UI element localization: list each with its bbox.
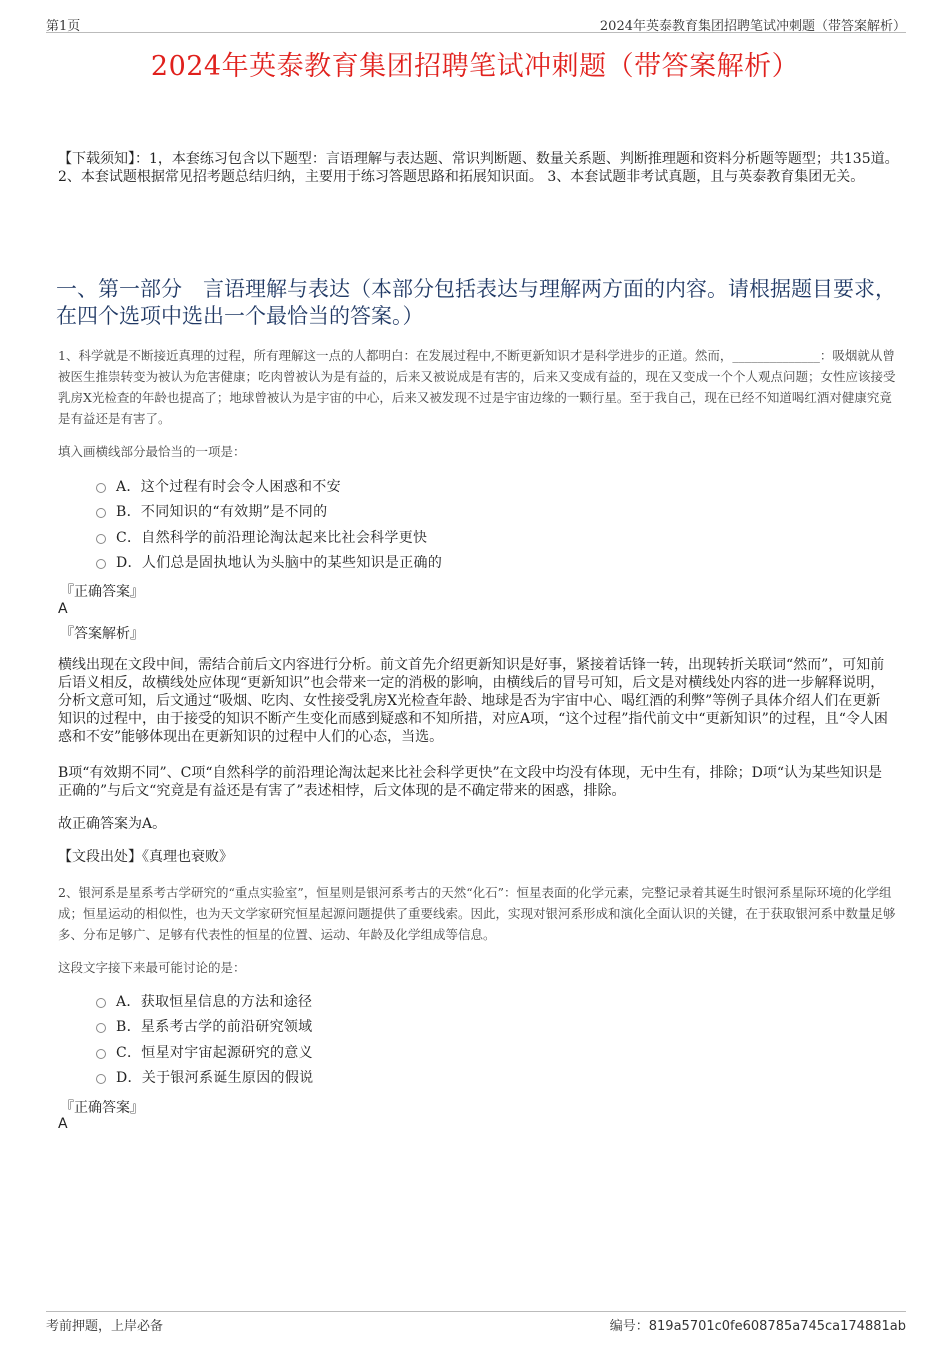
question-1-stem: 1、科学就是不断接近真理的过程，所有理解这一点的人都明白：在发展过程中,不断更新知识才是科学进步的正道。然而，______________：吸烟就从曾被医生推崇转变为被认为危害健康；吃肉曾被认为是有益的，后来又被说成是有害的，后来又变成有益的，现在又变成一个个人观点问题；女性应该接受乳房X光检查的年龄也提高了；地球曾被认为是宇宙的中心，后来又被发现不过是宇宙边缘的一颗行星。至于我自己，现在已经不知道喝红酒对健康究竟是有益还是有害了。 (58, 348, 896, 426)
analysis-label: 『答案解析』 (60, 626, 144, 642)
analysis-paragraph-2: B项“有效期不同”、C项“自然科学的前沿理论淘汰起来比社会科学更快”在文段中均没有体现，无中生有，排除；D项“认为某些知识是正确的”与后文“究竟是有益还是有害了”表述相悖，后文体现的是不确定带来的困惑，排除。 (58, 765, 883, 799)
page-title: 2024年英泰教育集团招聘笔试冲刺题（带答案解析） (150, 51, 800, 82)
option-d[interactable] (96, 1065, 313, 1091)
section-title: 一、第一部分 言语理解与表达（本部分包括表达与理解两方面的内容。请根据题目要求，在四个选项中选出一个最恰当的答案。） (56, 277, 896, 328)
option-label: D．关于银河系诞生原因的假说 (116, 1070, 314, 1087)
correct-answer-label: 『正确答案』 (60, 584, 144, 600)
option-label: A．这个过程有时会令人困惑和不安 (116, 478, 341, 495)
question-2-options (96, 988, 313, 1090)
question-2-stem: 2、银河系是星系考古学研究的“重点实验室”，恒星则是银河系考古的天然“化石”：恒星表面的化学元素，完整记录着其诞生时银河系星际环境的化学组成；恒星运动的相似性，也为天文学家研究恒星起源问题提供了重要线索。因此，实现对银河系形成和演化全面认识的关键，在于获取银河系中数量足够多、分布足够广、足够有代表性的恒星的位置、运动、年龄及化学组成等信息。 (58, 885, 896, 942)
serial-number: 819a5701c0fe608785a745ca174881ab (648, 1319, 906, 1334)
question-1-options (96, 473, 442, 575)
option-label: B．星系考古学的前沿研究领域 (116, 1019, 313, 1036)
download-notice: 【下载须知】：1，本套练习包含以下题型：言语理解与表达题、常识判断题、数量关系题、判断推理题和资料分析题等题型；共135道。 2、本套试题根据常见招考题总结归纳，主要用于练习答题思路和拓展知识面。 3、本套试题非考试真题，且与英泰教育集团无关。 (58, 151, 899, 185)
radio-icon[interactable] (96, 1023, 106, 1033)
option-a[interactable] (96, 988, 313, 1014)
radio-icon[interactable] (96, 508, 106, 518)
correct-answer: A (58, 1116, 68, 1132)
analysis-paragraph-1: 横线出现在文段中间，需结合前后文内容进行分析。前文首先介绍更新知识是好事，紧接着话锋一转，出现转折关联词“然而”，可知前后语义相反，故横线处应体现“更新知识”也会带来一定的消极的影响，由横线后的冒号可知，后文是对横线处内容的进一步解释说明，分析文意可知，后文通过“吸烟、吃肉、女性接受乳房X光检查年龄、地球是否为宇宙中心、喝红酒的利弊”等例子具体介绍人们在更新知识的过程中，由于接受的知识不断产生变化而感到疑惑和不知所措，对应A项，“这个过程”指代前文中“更新知识”的过程，且“令人困惑和不安”能够体现出在更新知识的过程中人们的心态，当选。 (58, 657, 888, 745)
serial-label: 编号： (609, 1319, 649, 1334)
passage-source: 【文段出处】《真理也衰败》 (58, 849, 233, 865)
header-divider (46, 32, 906, 33)
option-label: C．自然科学的前沿理论淘汰起来比社会科学更快 (116, 529, 428, 546)
radio-icon[interactable] (96, 559, 106, 569)
option-c[interactable] (96, 1039, 313, 1065)
radio-icon[interactable] (96, 1074, 106, 1084)
option-a[interactable] (96, 473, 442, 499)
footer-divider (46, 1311, 906, 1312)
option-c[interactable] (96, 524, 442, 550)
question-2-prompt: 这段文字接下来最可能讨论的是： (58, 960, 246, 975)
option-label: C．恒星对宇宙起源研究的意义 (116, 1044, 313, 1061)
option-label: A．获取恒星信息的方法和途径 (116, 993, 313, 1010)
option-label: B．不同知识的“有效期”是不同的 (116, 504, 328, 521)
radio-icon[interactable] (96, 998, 106, 1008)
option-b[interactable] (96, 499, 442, 525)
radio-icon[interactable] (96, 1049, 106, 1059)
option-label: D．人们总是固执地认为头脑中的某些知识是正确的 (116, 555, 443, 572)
radio-icon[interactable] (96, 534, 106, 544)
footer-slogan: 考前押题，上岸必备 (46, 1319, 164, 1334)
correct-answer: A (58, 601, 68, 617)
question-1-prompt: 填入画横线部分最恰当的一项是： (58, 444, 246, 459)
option-b[interactable] (96, 1014, 313, 1040)
correct-answer-label: 『正确答案』 (60, 1100, 144, 1116)
page-number: 第1页 (46, 19, 81, 34)
analysis-conclusion: 故正确答案为A。 (58, 816, 167, 832)
footer-serial (610, 1315, 906, 1334)
running-header-title: 2024年英泰教育集团招聘笔试冲刺题（带答案解析） (599, 19, 906, 34)
option-d[interactable] (96, 550, 442, 576)
radio-icon[interactable] (96, 483, 106, 493)
